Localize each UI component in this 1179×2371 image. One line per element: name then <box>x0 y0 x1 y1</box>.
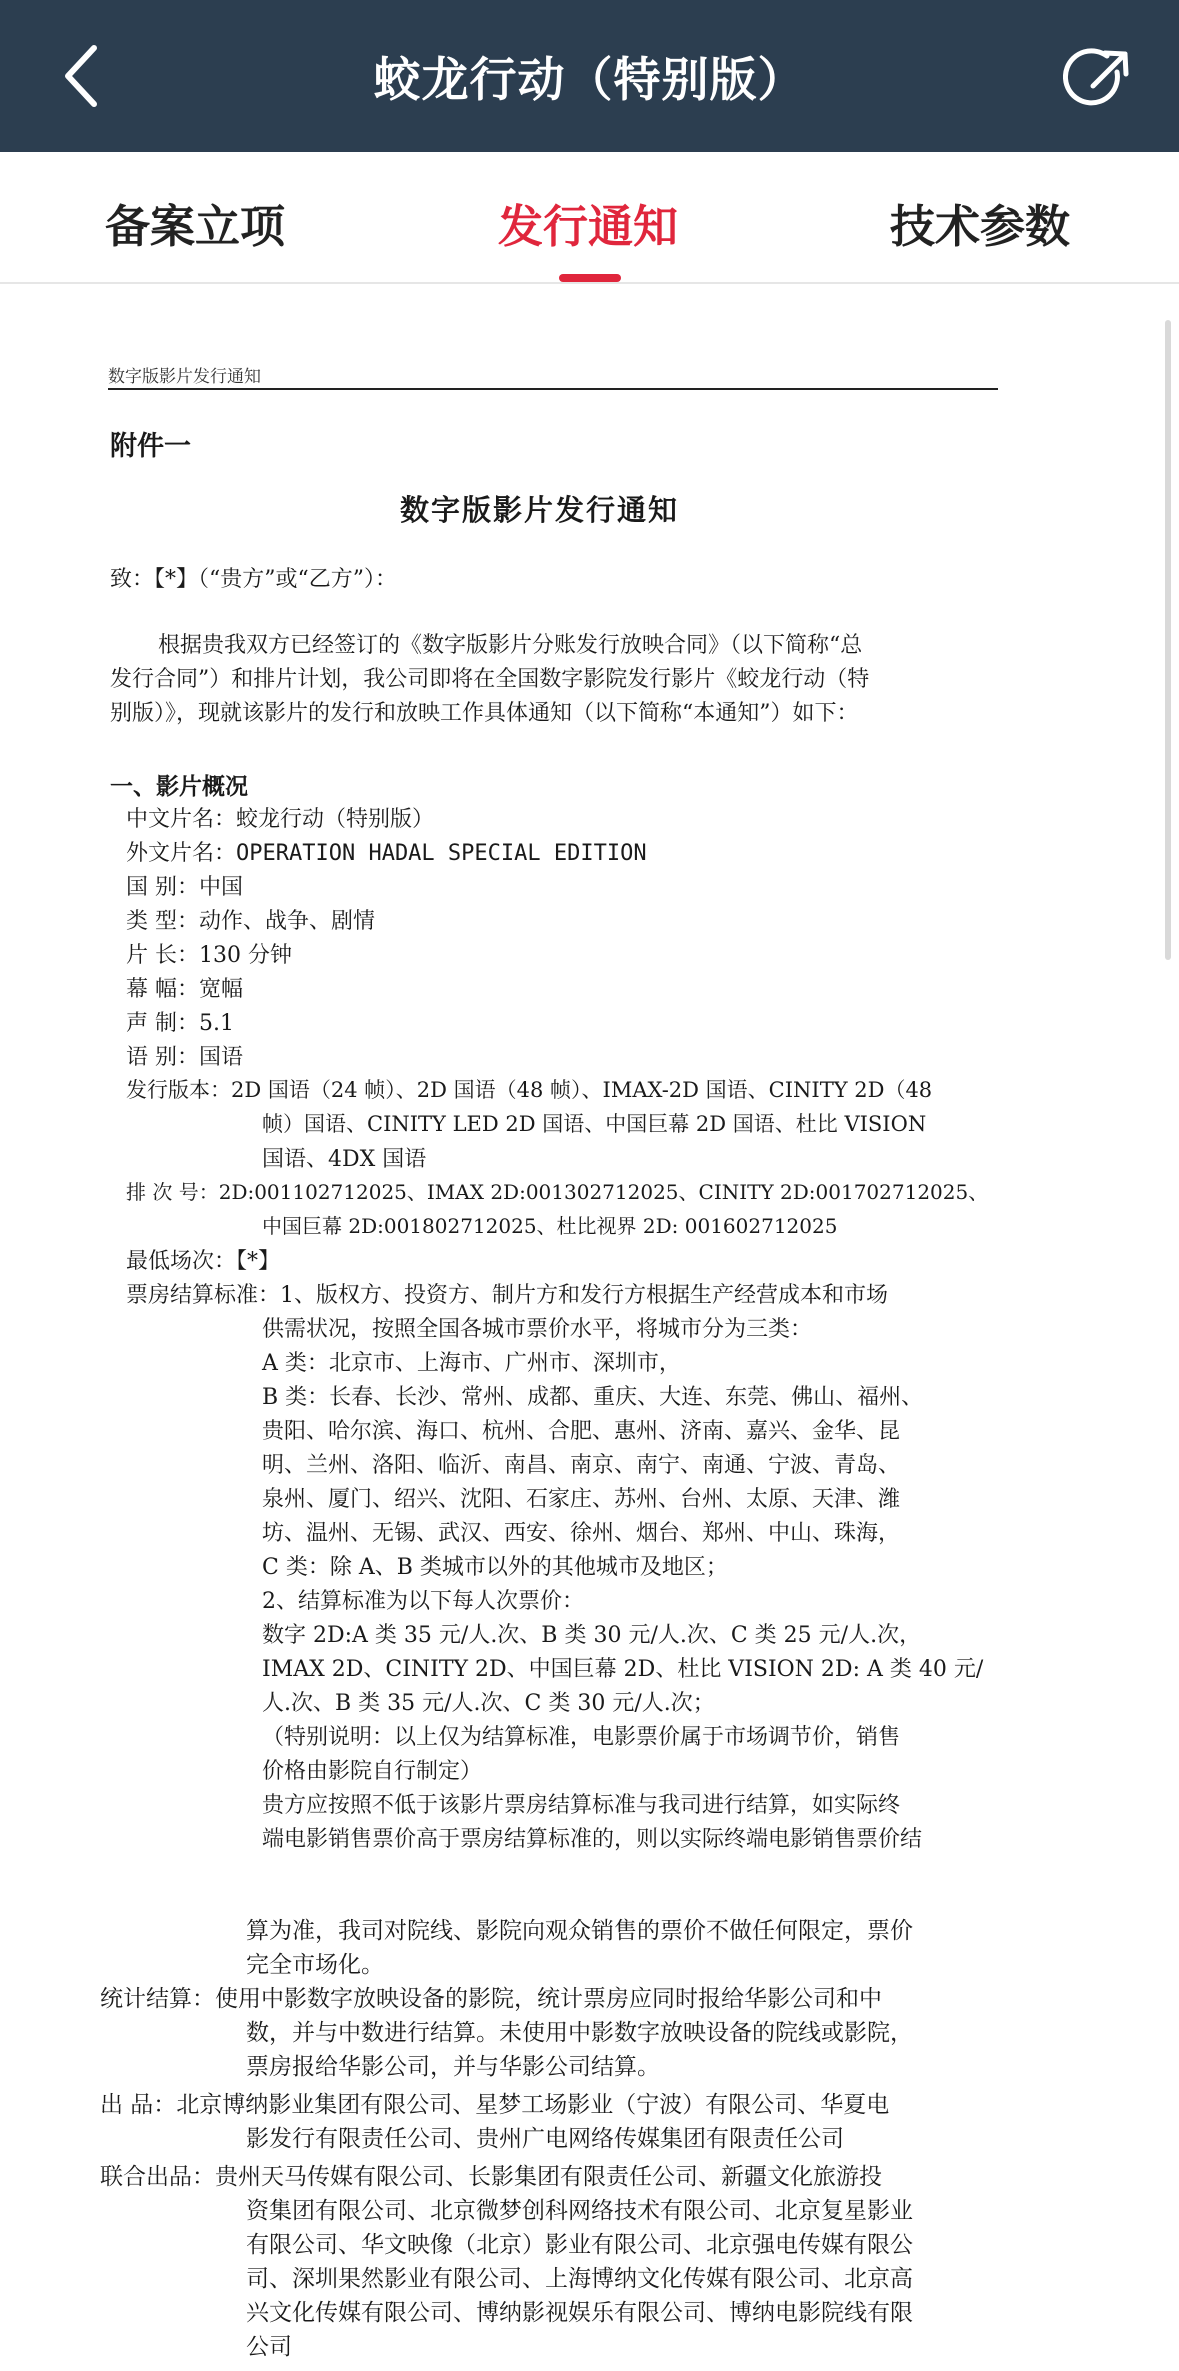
continued-line: 数，并与中数进行结算。未使用中影数字放映设备的院线或影院， <box>246 2020 913 2046</box>
share-icon <box>1063 46 1133 116</box>
overview-line: 贵方应按照不低于该影片票房结算标准与我司进行结算，如实际终 <box>262 1793 901 1818</box>
overview-line: 片 长：130 分钟 <box>126 943 292 968</box>
back-chevron-icon <box>62 44 102 108</box>
overview-line: B 类：长春、长沙、常州、成都、重庆、大连、东莞、佛山、福州、 <box>262 1385 924 1410</box>
tab-filing[interactable]: 备案立项 <box>105 200 286 253</box>
tab-bar <box>0 152 1179 284</box>
overview-line: 幕 幅：宽幅 <box>126 977 243 1002</box>
continued-line: 统计结算：使用中影数字放映设备的影院，统计票房应同时报给华影公司和中 <box>100 1986 882 2012</box>
overview-line: 帧）国语、CINITY LED 2D 国语、中国巨幕 2D 国语、杜比 VISION <box>262 1112 927 1136</box>
overview-line: 发行版本：2D 国语（24 帧）、2D 国语（48 帧）、IMAX-2D 国语、CINITY 2D（48 <box>126 1078 933 1102</box>
continued-line: 联合出品：贵州天马传媒有限公司、长影集团有限责任公司、新疆文化旅游投 <box>100 2164 882 2190</box>
section-heading: 一、影片概况 <box>110 773 248 800</box>
continued-line: 有限公司、华文映像（北京）影业有限公司、北京强电传媒有限公 <box>246 2232 913 2258</box>
overview-line: 端电影销售票价高于票房结算标准的，则以实际终端电影销售票价结 <box>262 1827 923 1852</box>
continued-line: 出 品：北京博纳影业集团有限公司、星梦工场影业（宁波）有限公司、华夏电 <box>100 2092 890 2118</box>
overview-line: 中文片名：蛟龙行动（特别版） <box>126 807 435 832</box>
active-tab-indicator <box>559 274 621 282</box>
intro-line: 根据贵我双方已经签订的《数字版影片分账发行放映合同》（以下简称“总 <box>158 633 863 658</box>
continued-line: 兴文化传媒有限公司、博纳影视娱乐有限公司、博纳电影院线有限 <box>246 2300 913 2326</box>
document-header-label: 数字版影片发行通知 <box>108 367 261 387</box>
overview-line: 国 别：中国 <box>126 875 243 900</box>
overview-line: 明、兰州、洛阳、临沂、南昌、南京、南宁、南通、宁波、青岛、 <box>262 1453 901 1478</box>
overview-line: 票房结算标准：1、版权方、投资方、制片方和发行方根据生产经营成本和市场 <box>126 1283 888 1308</box>
document-title: 数字版影片发行通知 <box>400 493 680 527</box>
overview-line: 中国巨幕 2D:001802712025、杜比视界 2D: 001602712025 <box>262 1214 838 1238</box>
overview-line: A 类：北京市、上海市、广州市、深圳市， <box>262 1351 681 1376</box>
tab-release-notice[interactable]: 发行通知 <box>498 200 679 253</box>
overview-line: 泉州、厦门、绍兴、沈阳、石家庄、苏州、台州、太原、天津、潍 <box>262 1487 901 1512</box>
overview-line: 价格由影院自行制定） <box>262 1759 483 1784</box>
overview-line: 声 制：5.1 <box>126 1011 234 1036</box>
overview-line: IMAX 2D、CINITY 2D、中国巨幕 2D、杜比 VISION 2D: A 类 40 元/ <box>262 1657 984 1682</box>
overview-line: C 类：除 A、B 类城市以外的其他城市及地区； <box>262 1555 728 1580</box>
continued-line: 完全市场化。 <box>246 1952 384 1978</box>
overview-line: 人.次、B 类 35 元/人.次、C 类 30 元/人.次； <box>262 1691 715 1716</box>
continued-line: 票房报给华影公司，并与华影公司结算。 <box>246 2054 660 2080</box>
overview-line: 语 别：国语 <box>126 1045 243 1070</box>
attachment-label: 附件一 <box>110 431 191 462</box>
overview-line: 数字 2D:A 类 35 元/人.次、B 类 30 元/人.次、C 类 25 元/人.次， <box>262 1623 922 1648</box>
addressee-line: 致：【*】（“贵方”或“乙方”）： <box>110 567 397 592</box>
overview-line: 外文片名：OPERATION HADAL SPECIAL EDITION <box>126 841 647 866</box>
overview-line: 最低场次：【*】 <box>126 1249 281 1274</box>
intro-line: 别版）》，现就该影片的发行和放映工作具体通知（以下简称“本通知”）如下： <box>110 701 859 726</box>
continued-line: 影发行有限责任公司、贵州广电网络传媒集团有限责任公司 <box>246 2126 844 2152</box>
tab-tech-params[interactable]: 技术参数 <box>890 200 1071 253</box>
overview-line: 排 次 号：2D:001102712025、IMAX 2D:001302712025、CINITY 2D:001702712025、 <box>126 1180 989 1204</box>
continued-line: 司、深圳果然影业有限公司、上海博纳文化传媒有限公司、北京高 <box>246 2266 913 2292</box>
overview-line: （特别说明：以上仅为结算标准，电影票价属于市场调节价，销售 <box>262 1725 901 1750</box>
continued-line: 资集团有限公司、北京微梦创科网络技术有限公司、北京复星影业 <box>246 2198 913 2224</box>
app-header <box>0 0 1179 152</box>
overview-line: 供需状况，按照全国各城市票价水平，将城市分为三类： <box>262 1317 813 1342</box>
overview-line: 2、结算标准为以下每人次票价： <box>262 1589 584 1614</box>
continued-line: 公司 <box>246 2334 292 2360</box>
release-notice-document <box>0 290 1179 2371</box>
overview-line: 国语、4DX 国语 <box>262 1147 427 1172</box>
overview-line: 坊、温州、无锡、武汉、西安、徐州、烟台、郑州、中山、珠海， <box>262 1521 901 1546</box>
header-divider <box>108 388 998 390</box>
overview-line: 类 型：动作、战争、剧情 <box>126 909 375 934</box>
overview-line: 贵阳、哈尔滨、海口、杭州、合肥、惠州、济南、嘉兴、金华、昆 <box>262 1419 901 1444</box>
share-button[interactable] <box>1063 46 1133 116</box>
intro-line: 发行合同”）和排片计划，我公司即将在全国数字影院发行影片《蛟龙行动（特 <box>110 667 870 692</box>
continued-line: 算为准，我司对院线、影院向观众销售的票价不做任何限定，票价 <box>246 1918 913 1944</box>
page-title: 蛟龙行动（特别版） <box>373 52 806 108</box>
back-button[interactable] <box>50 44 114 108</box>
